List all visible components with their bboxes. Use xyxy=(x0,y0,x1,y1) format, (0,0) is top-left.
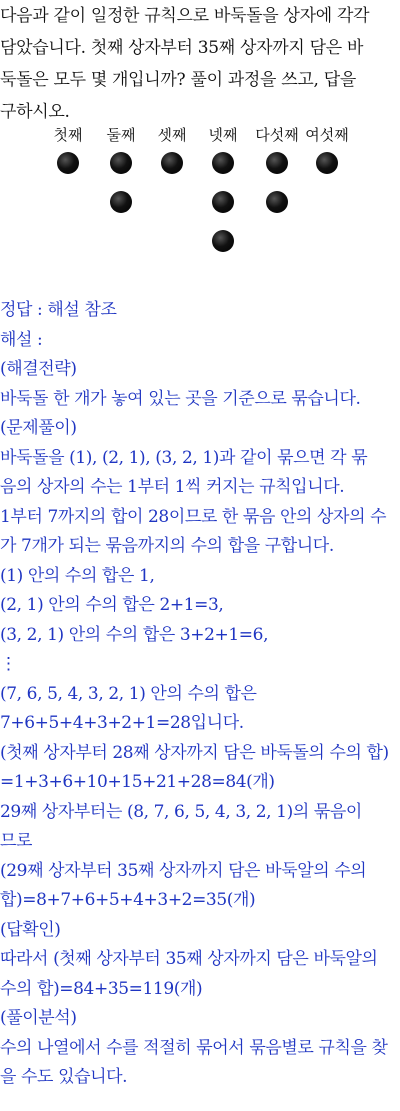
question-line: 둑돌은 모두 몇 개입니까? 풀이 과정을 쓰고, 답을 xyxy=(0,70,356,90)
answer-line: (문제풀이) xyxy=(0,418,77,438)
question-line: 구하시오. xyxy=(0,102,70,122)
go-stone xyxy=(212,230,234,252)
answer-explanation xyxy=(0,296,400,1093)
question-line: 다음과 같이 일정한 규칙으로 바둑돌을 상자에 각각 xyxy=(0,6,370,26)
column-label: 여섯째 xyxy=(305,126,349,144)
stone-figure xyxy=(0,124,400,264)
go-stone xyxy=(57,152,79,174)
answer-line: 을 수도 있습니다. xyxy=(0,1067,128,1087)
answer-line: 합)=8+7+6+5+4+3+2=35(개) xyxy=(0,890,256,910)
column-label: 다섯째 xyxy=(255,126,299,144)
go-stone xyxy=(110,152,132,174)
answer-line: 해설 : xyxy=(0,329,43,350)
answer-line: 따라서 (첫째 상자부터 35째 상자까지 담은 바둑알의 xyxy=(0,949,378,969)
answer-line: =1+3+6+10+15+21+28=84(개) xyxy=(0,772,275,792)
answer-line: 가 7개가 되는 묶음까지의 수의 합을 구합니다. xyxy=(0,536,334,556)
answer-line: 수의 나열에서 수를 적절히 묶어서 묶음별로 규칙을 찾 xyxy=(0,1037,388,1058)
answer-line: 7+6+5+4+3+2+1=28입니다. xyxy=(0,713,244,733)
answer-line: (풀이분석) xyxy=(0,1008,77,1028)
answer-line: (29째 상자부터 35째 상자까지 담은 바둑알의 수의 xyxy=(0,860,367,881)
go-stone xyxy=(316,152,338,174)
answer-line: ⋮ xyxy=(0,654,17,674)
answer-line: (첫째 상자부터 28째 상자까지 담은 바둑돌의 수의 합) xyxy=(0,742,389,763)
answer-line: 므로 xyxy=(0,831,33,851)
go-stone xyxy=(266,191,288,213)
go-stone xyxy=(212,152,234,174)
question-text xyxy=(0,0,400,128)
answer-line: 29째 상자부터는 (8, 7, 6, 5, 4, 3, 2, 1)의 묶음이 xyxy=(0,801,362,822)
go-stone xyxy=(110,191,132,213)
answer-line: 음의 상자의 수는 1부터 1씩 커지는 규칙입니다. xyxy=(0,477,345,497)
column-label: 셋째 xyxy=(157,126,187,144)
answer-line: 1부터 7까지의 합이 28이므로 한 묶음 안의 상자의 수 xyxy=(0,506,387,527)
go-stone xyxy=(212,191,234,213)
go-stone xyxy=(266,152,288,174)
answer-line: (2, 1) 안의 수의 합은 2+1=3, xyxy=(0,595,224,615)
column-label: 넷째 xyxy=(208,126,238,144)
answer-line: (3, 2, 1) 안의 수의 합은 3+2+1=6, xyxy=(0,624,269,645)
answer-line: 정답 : 해설 참조 xyxy=(0,300,117,320)
answer-line: (해결전략) xyxy=(0,359,77,379)
column-label: 첫째 xyxy=(53,126,83,144)
answer-line: (답확인) xyxy=(0,919,61,940)
question-line: 담았습니다. 첫째 상자부터 35째 상자까지 담은 바 xyxy=(0,38,364,58)
answer-line: 바둑돌 한 개가 놓여 있는 곳을 기준으로 묶습니다. xyxy=(0,388,361,409)
answer-line: (7, 6, 5, 4, 3, 2, 1) 안의 수의 합은 xyxy=(0,683,257,704)
answer-line: (1) 안의 수의 합은 1, xyxy=(0,565,155,586)
answer-line: 수의 합)=84+35=119(개) xyxy=(0,978,203,999)
go-stone xyxy=(161,152,183,174)
column-label: 둘째 xyxy=(106,126,136,144)
answer-line: 바둑돌을 (1), (2, 1), (3, 2, 1)과 같이 묶으면 각 묶 xyxy=(0,447,368,468)
